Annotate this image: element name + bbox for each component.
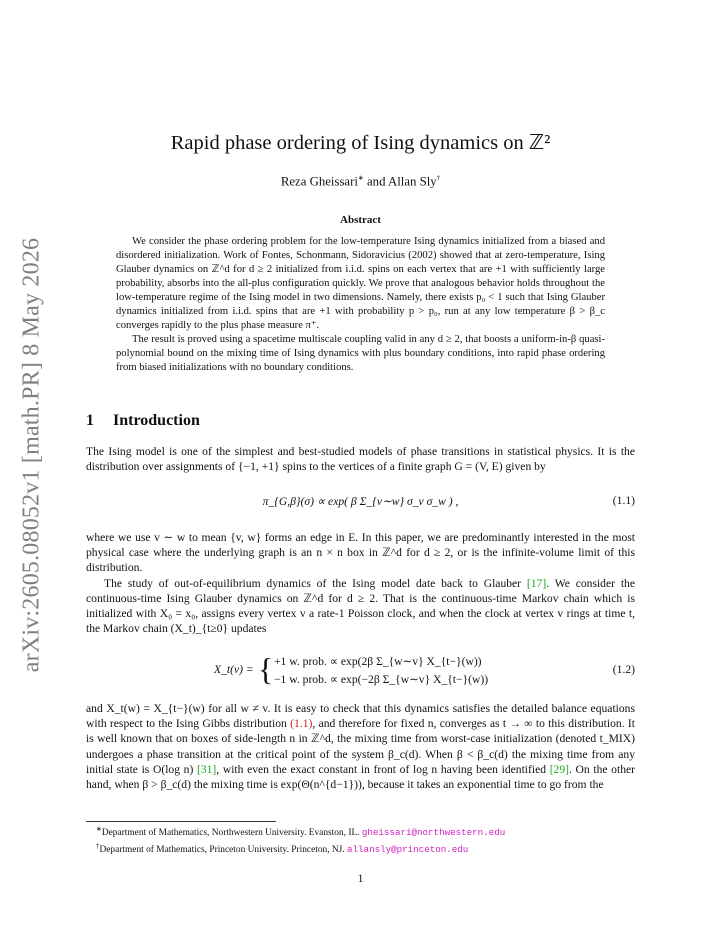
intro-paragraph-4-b: , and therefore for fixed n, converges as t → ∞ to this distribution. It is well known that on boxes of side-length n in ℤ^d, the mixing time from worst-case initialization (denoted t_MIX) undergoes a phase transition at the critical point of the system β_c(d). When β < β_c(d) the mixing time from any initial state is O(log n)	[86, 717, 635, 776]
equation-1-2-lhs: X_t(v) =	[214, 663, 254, 676]
arxiv-identifier-text: arXiv:2605.08052v1 [math.PR] 8 May 2026	[18, 237, 45, 673]
citation-29[interactable]: [29]	[549, 762, 570, 776]
equation-1-2-brace: {	[258, 651, 274, 687]
paper-title: Rapid phase ordering of Ising dynamics on ℤ²	[170, 132, 551, 154]
intro-paragraph-1: The Ising model is one of the simplest and best-studied models of phase transitions in statistical physics. It is the distribution over assignments of {−1, +1} spins to the vertices of a finite graph G = (V, E) given by	[86, 445, 635, 474]
footnote-1-text: Department of Mathematics, Northwestern University. Evanston, IL.	[101, 828, 362, 839]
page-number: 1	[357, 872, 364, 885]
email-sly[interactable]: allansly@princeton.edu	[347, 843, 469, 855]
section-title: Introduction	[113, 412, 200, 429]
intro-paragraph-2: where we use v ∼ w to mean {v, w} forms an edge in E. In this paper, we are predominantly interested in the most physical case where the underlying graph is an n × n box in ℤ^d for d ≥ 2, or is the infinite-volume limit of this distribution.	[86, 531, 635, 575]
arxiv-identifier	[12, 237, 52, 673]
equation-1-2-row-2: −1 w. prob. ∝ exp(−2β Σ_{w∼v} X_{t−}(w))	[274, 673, 489, 686]
equation-1-2-number: (1.2)	[612, 663, 635, 676]
abstract-paragraph-1: We consider the phase ordering problem for the low-temperature Ising dynamics initialized from a biased and disordered initialization. Work of Fontes, Schonmann, Sidoravicius (2002) showed that at zero-temperature, Ising Glauber dynamics on ℤ^d for d ≥ 2 initialized from i.i.d. spins on each vertex that are +1 with sufficiently large probability, absorbs into the all-plus configuration quickly. We prove that analogous behavior holds throughout the low-temperature regime of the Ising model in two dimensions. Namely, there exists p₀ < 1 such that Ising Glauber dynamics initialized from i.i.d. spins that are +1 with probability p > p₀, run at any low temperature β > β_c converges rapidly to the plus phase measure π⁺.	[116, 236, 605, 331]
intro-paragraph-4-a: and X_t(w) = X_{t−}(w) for all w ≠ v. It is easy to check that this dynamics satisfies the detailed balance equations with respect to the Ising Gibbs distribution	[86, 702, 635, 731]
intro-paragraph-4-block	[86, 701, 635, 792]
footnote-2-text: Department of Mathematics, Princeton University. Princeton, NJ.	[99, 844, 348, 855]
equation-1-1-body: π_{G,β}(σ) ∝ exp( β Σ_{v∼w} σ_v σ_w ) ,	[262, 495, 459, 508]
abstract-heading: Abstract	[340, 214, 381, 226]
footnotes	[96, 823, 635, 856]
author-1: Reza Gheissari	[280, 174, 358, 189]
intro-paragraph-3-a: The study of out-of-equilibrium dynamics of the Ising model date back to Glauber	[104, 576, 527, 590]
footnote-2	[96, 840, 635, 857]
footnote-2-mark: †	[96, 841, 100, 850]
section-number: 1	[86, 412, 94, 429]
author-2: Allan Sly	[387, 174, 437, 189]
author-separator: and	[363, 174, 388, 189]
email-gheissari[interactable]: gheissari@northwestern.edu	[361, 827, 506, 839]
equation-1-1	[86, 494, 635, 508]
equation-1-2-row-1: +1 w. prob. ∝ exp(2β Σ_{w∼v} X_{t−}(w))	[274, 655, 482, 668]
abstract-body	[116, 235, 605, 375]
intro-paragraph-1-block	[86, 444, 635, 474]
citation-17[interactable]: [17]	[526, 576, 547, 590]
intro-paragraph-2-block	[86, 530, 635, 636]
author-2-mark: †	[436, 174, 441, 182]
equation-1-2	[86, 651, 635, 688]
footnote-1-mark: ∗	[96, 825, 102, 833]
intro-paragraph-4-c: , with even the exact constant in front of log n having been identified	[216, 762, 550, 776]
abstract-paragraph-2: The result is proved using a spacetime multiscale coupling valid in any d ≥ 2, that boosts a uniform-in-β quasi-polynomial bound on the mixing time of Ising dynamics with plus boundary conditions, into rapid phase ordering from biased initializations with no boundary conditions.	[116, 334, 605, 373]
intro-paragraph-4	[86, 701, 635, 792]
intro-paragraph-4-d: . On the other hand, when β > β_c(d) the mixing time is exp(Θ(n^{d−1})), because it takes an exponential time to go from the	[86, 762, 636, 792]
footnote-rule	[86, 821, 276, 822]
citation-31[interactable]: [31]	[196, 762, 217, 776]
equation-reference-1-1[interactable]: (1.1)	[290, 717, 313, 731]
intro-paragraph-3	[86, 576, 635, 637]
section-heading	[86, 412, 200, 430]
author-1-mark: ∗	[357, 174, 364, 182]
author-line	[86, 174, 635, 189]
footnote-1	[96, 823, 635, 840]
intro-paragraph-3-b: . We consider the continuous-time Ising Glauber dynamics on ℤ^d for d ≥ 2. That is the continuous-time Markov chain which is initialized with X₀ = x₀, assigns every vertex v a rate-1 Poisson clock, and when the clock at vertex v rings at time t, the Markov chain (X_t)_{t≥0} updates	[86, 576, 635, 636]
equation-1-1-number: (1.1)	[612, 494, 635, 507]
